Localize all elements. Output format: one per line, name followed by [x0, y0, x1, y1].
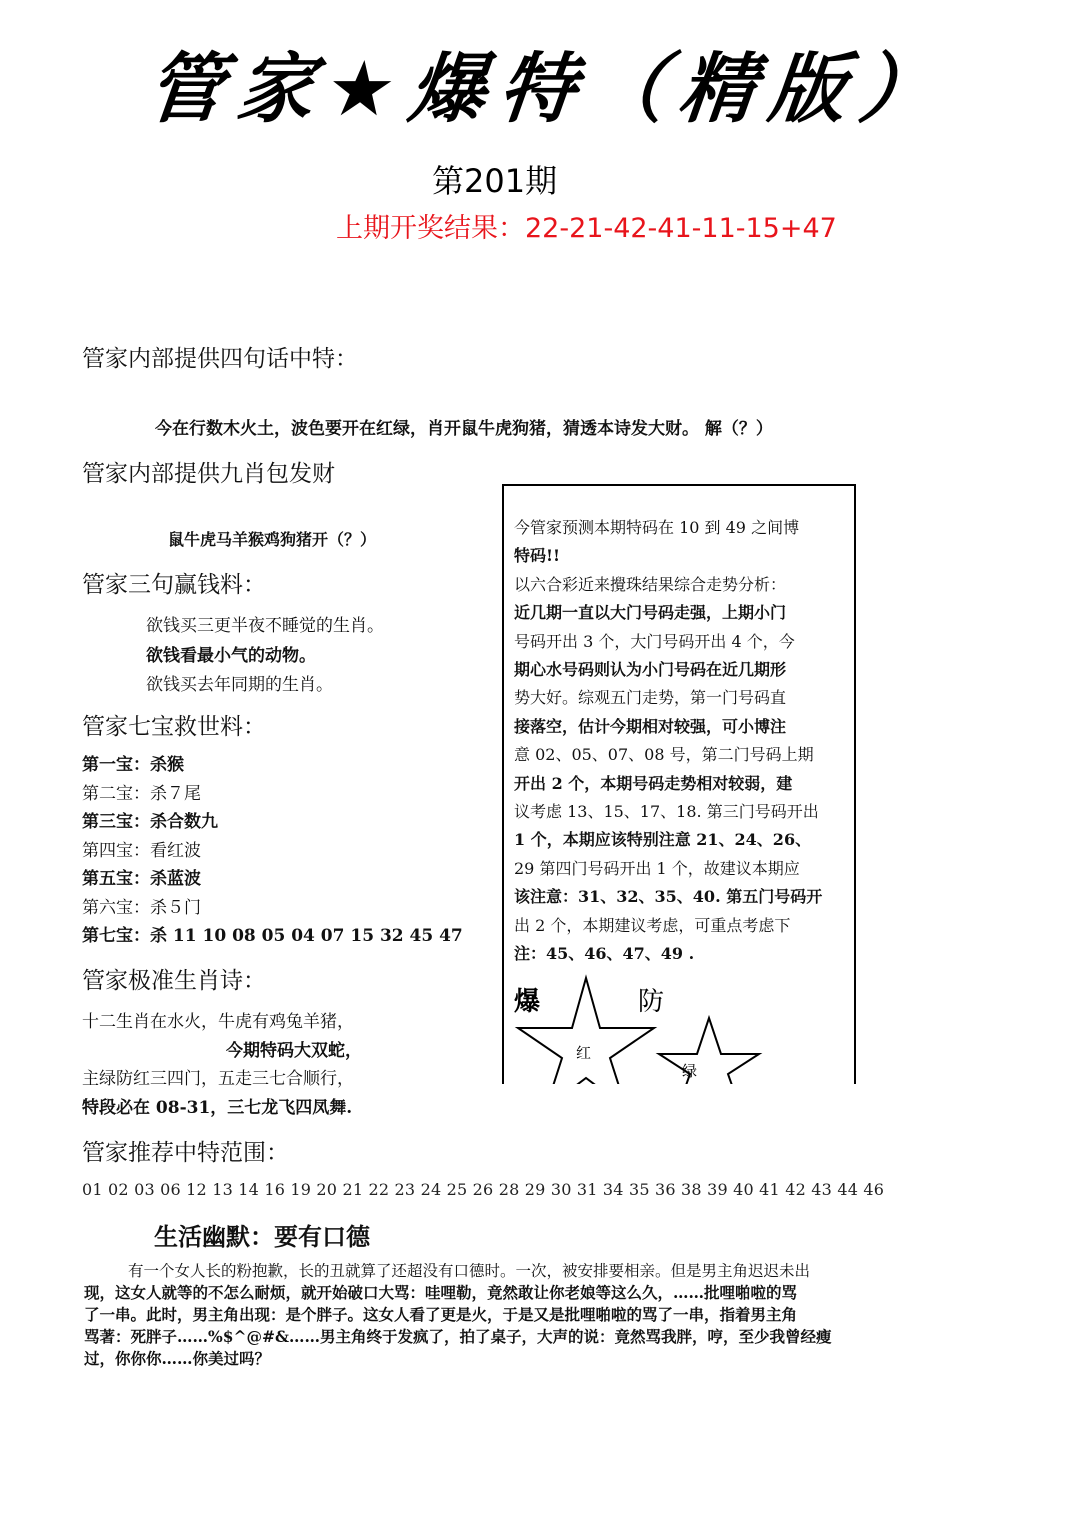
- poem-line: 今期特码大双蛇，: [226, 1040, 362, 1061]
- three-sentences-heading: 管家三句赢钱料：: [82, 572, 266, 598]
- analysis-line: 该注意：31、32、35、40. 第五门号码开: [514, 887, 823, 907]
- analysis-line: 期心水号码则认为小门号码在近几期形: [514, 660, 787, 680]
- analysis-line: 29 第四门号码开出 1 个，故建议本期应: [514, 858, 800, 878]
- analysis-line: 近几期一直以大门号码走强，上期小门: [514, 603, 787, 623]
- poem-line: 主绿防红三四门，五走三七合顺行，: [82, 1069, 354, 1090]
- humor-story: [84, 1260, 968, 1370]
- treasure-item: 第七宝：杀 11 10 08 05 04 07 15 32 45 47: [82, 926, 463, 946]
- star-left-inner: 红: [576, 1044, 592, 1062]
- three-sentences-line: 欲钱看最小气的动物。: [146, 646, 316, 666]
- four-sentences-heading: 管家内部提供四句话中特：: [82, 346, 358, 372]
- poem-heading: 管家极准生肖诗：: [82, 968, 266, 994]
- analysis-line: 今管家预测本期特码在 10 到 49 之间博: [514, 518, 800, 537]
- stars-graphic: [504, 966, 856, 1084]
- nine-zodiac-heading: 管家内部提供九肖包发财: [82, 461, 335, 487]
- poem-line: 特段必在 08-31，三七龙飞四凤舞.: [82, 1097, 353, 1118]
- story-line: 有一个女人长的粉抱歉，长的丑就算了还超没有口德时。一次，被安排要相亲。但是男主角迟迟未出: [128, 1262, 811, 1280]
- treasure-item: 第四宝：看红波: [82, 840, 201, 861]
- treasure-item: 第一宝：杀猴: [82, 755, 184, 775]
- analysis-line: 出 2 个，本期建议考虑，可重点考虑下: [514, 915, 791, 935]
- treasure-item: 第二宝：杀７尾: [82, 783, 201, 804]
- analysis-line: 意 02、05、07、08 号，第二门号码上期: [514, 745, 814, 765]
- analysis-line: 号码开出 3 个，大门号码开出 4 个，今: [514, 631, 795, 651]
- treasure-item: 第五宝：杀蓝波: [82, 869, 201, 889]
- story-line: 骂著：死胖子……%$^@#&……男主角终于发疯了，拍了桌子，大声的说：竟然骂我胖，哼，至少我曾经瘦: [84, 1327, 832, 1346]
- analysis-line: 开出 2 个，本期号码走势相对较弱，建: [514, 773, 793, 793]
- three-sentences-line: 欲钱买三更半夜不睡觉的生肖。: [146, 616, 384, 636]
- analysis-box: [502, 484, 856, 1084]
- analysis-line: 1 个，本期应该特别注意 21、24、26、: [514, 830, 812, 850]
- analysis-line: 势大好。综观五门走势，第一门号码直: [514, 688, 787, 708]
- poem-block: [82, 1008, 362, 1122]
- star-right-label: 防: [638, 987, 665, 1017]
- story-line: 过，你你你……你美过吗？: [84, 1349, 271, 1368]
- seven-treasures-heading: 管家七宝救世料：: [82, 714, 266, 740]
- treasure-list: [82, 751, 463, 951]
- analysis-line: 议考虑 13、15、17、18. 第三门号码开出: [514, 802, 819, 822]
- analysis-text: [514, 514, 854, 969]
- treasure-item: 第六宝：杀５门: [82, 897, 201, 918]
- page-title: 管家★爆特（精版）: [142, 44, 955, 133]
- last-draw-result: 上期开奖结果：22-21-42-41-11-15+47: [336, 213, 837, 244]
- star-right-icon: [659, 1018, 759, 1084]
- story-line: 了一串。此时，男主角出现：是个胖子。这女人看了更是火，于是又是批哩啪啦的骂了一串，指着男主角: [84, 1305, 798, 1324]
- analysis-line: 接落空，估计今期相对较强，可小博注: [514, 716, 787, 736]
- recommend-heading: 管家推荐中特范围：: [82, 1140, 289, 1166]
- analysis-line: 特码!!: [514, 546, 561, 566]
- story-line: 现，这女人就等的不怎么耐烦，就开始破口大骂：哇哩勒，竟然敢让你老娘等这么久，……批哩啪啦的骂: [84, 1283, 798, 1302]
- treasure-item: 第三宝：杀合数九: [82, 812, 218, 832]
- star-right-inner: 绿: [682, 1062, 698, 1080]
- poem-line: 十二生肖在水火，牛虎有鸡兔羊猪，: [82, 1012, 354, 1032]
- recommend-numbers: 01 02 03 06 12 13 14 16 19 20 21 22 23 24 25 26 28 29 30 31 34 35 36 38 39 40 41 42 43 44 46: [82, 1180, 885, 1199]
- three-sentences-line: 欲钱买去年同期的生肖。: [146, 675, 333, 695]
- analysis-line: 注：45、46、47、49 .: [514, 944, 695, 964]
- analysis-line: 以六合彩近来攪珠结果综合走势分析：: [514, 574, 787, 594]
- nine-zodiac-text: 鼠牛虎马羊猴鸡狗猪开（？）: [168, 530, 377, 549]
- issue-number: 第201期: [432, 162, 558, 200]
- humor-title: 生活幽默：要有口德: [154, 1223, 370, 1251]
- star-left-label: 爆: [514, 987, 541, 1017]
- four-sentences-text: 今在行数木火土，波色要开在红绿，肖开鼠牛虎狗猪，猜透本诗发大财。 解（？）: [155, 419, 773, 439]
